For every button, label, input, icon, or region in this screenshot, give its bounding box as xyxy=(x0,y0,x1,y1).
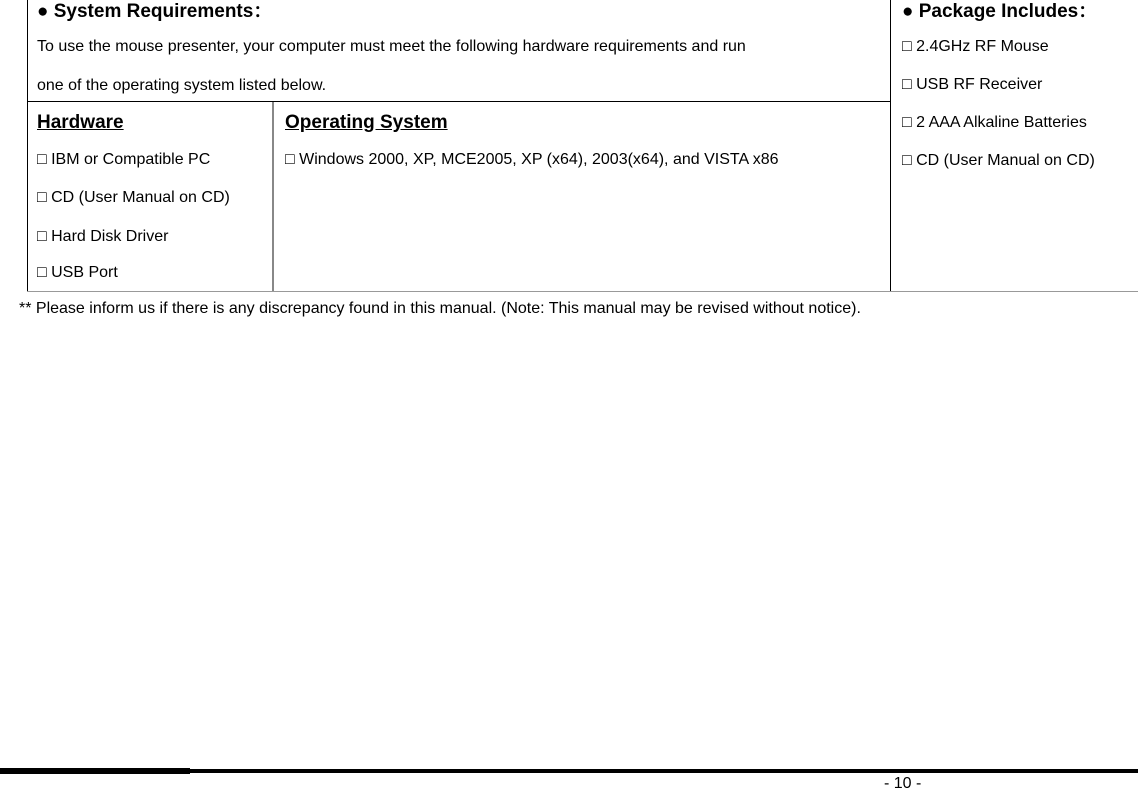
page-number: - 10 - xyxy=(884,775,922,792)
table-border-bottom xyxy=(27,291,1138,292)
hardware-item: □ USB Port xyxy=(37,264,118,281)
package-item: □ USB RF Receiver xyxy=(902,76,1043,93)
system-requirements-intro-line1: To use the mouse presenter, your computer must meet the following hardware requirements and run xyxy=(37,38,746,55)
discrepancy-note: ** Please inform us if there is any discrepancy found in this manual. (Note: This manual may be revised without notice). xyxy=(19,300,861,317)
hardware-heading: Hardware xyxy=(37,112,124,133)
package-item: □ CD (User Manual on CD) xyxy=(902,152,1095,169)
footer-rule xyxy=(0,769,1138,773)
hardware-item: □ CD (User Manual on CD) xyxy=(37,189,230,206)
operating-system-heading: Operating System xyxy=(285,112,448,133)
package-item: □ 2 AAA Alkaline Batteries xyxy=(902,114,1087,131)
table-border-middle xyxy=(890,0,891,292)
hardware-item: □ Hard Disk Driver xyxy=(37,228,169,245)
package-includes-heading: ● Package Includes： xyxy=(902,1,1098,22)
system-requirements-intro-line2: one of the operating system listed below. xyxy=(37,77,327,94)
hardware-os-divider xyxy=(272,101,274,292)
hardware-item: □ IBM or Compatible PC xyxy=(37,151,211,168)
operating-system-item: □ Windows 2000, XP, MCE2005, XP (x64), 2003(x64), and VISTA x86 xyxy=(285,151,779,168)
requirements-row-divider xyxy=(27,101,890,102)
table-border-left xyxy=(27,0,28,292)
package-item: □ 2.4GHz RF Mouse xyxy=(902,38,1049,55)
system-requirements-heading: ● System Requirements： xyxy=(37,1,273,22)
